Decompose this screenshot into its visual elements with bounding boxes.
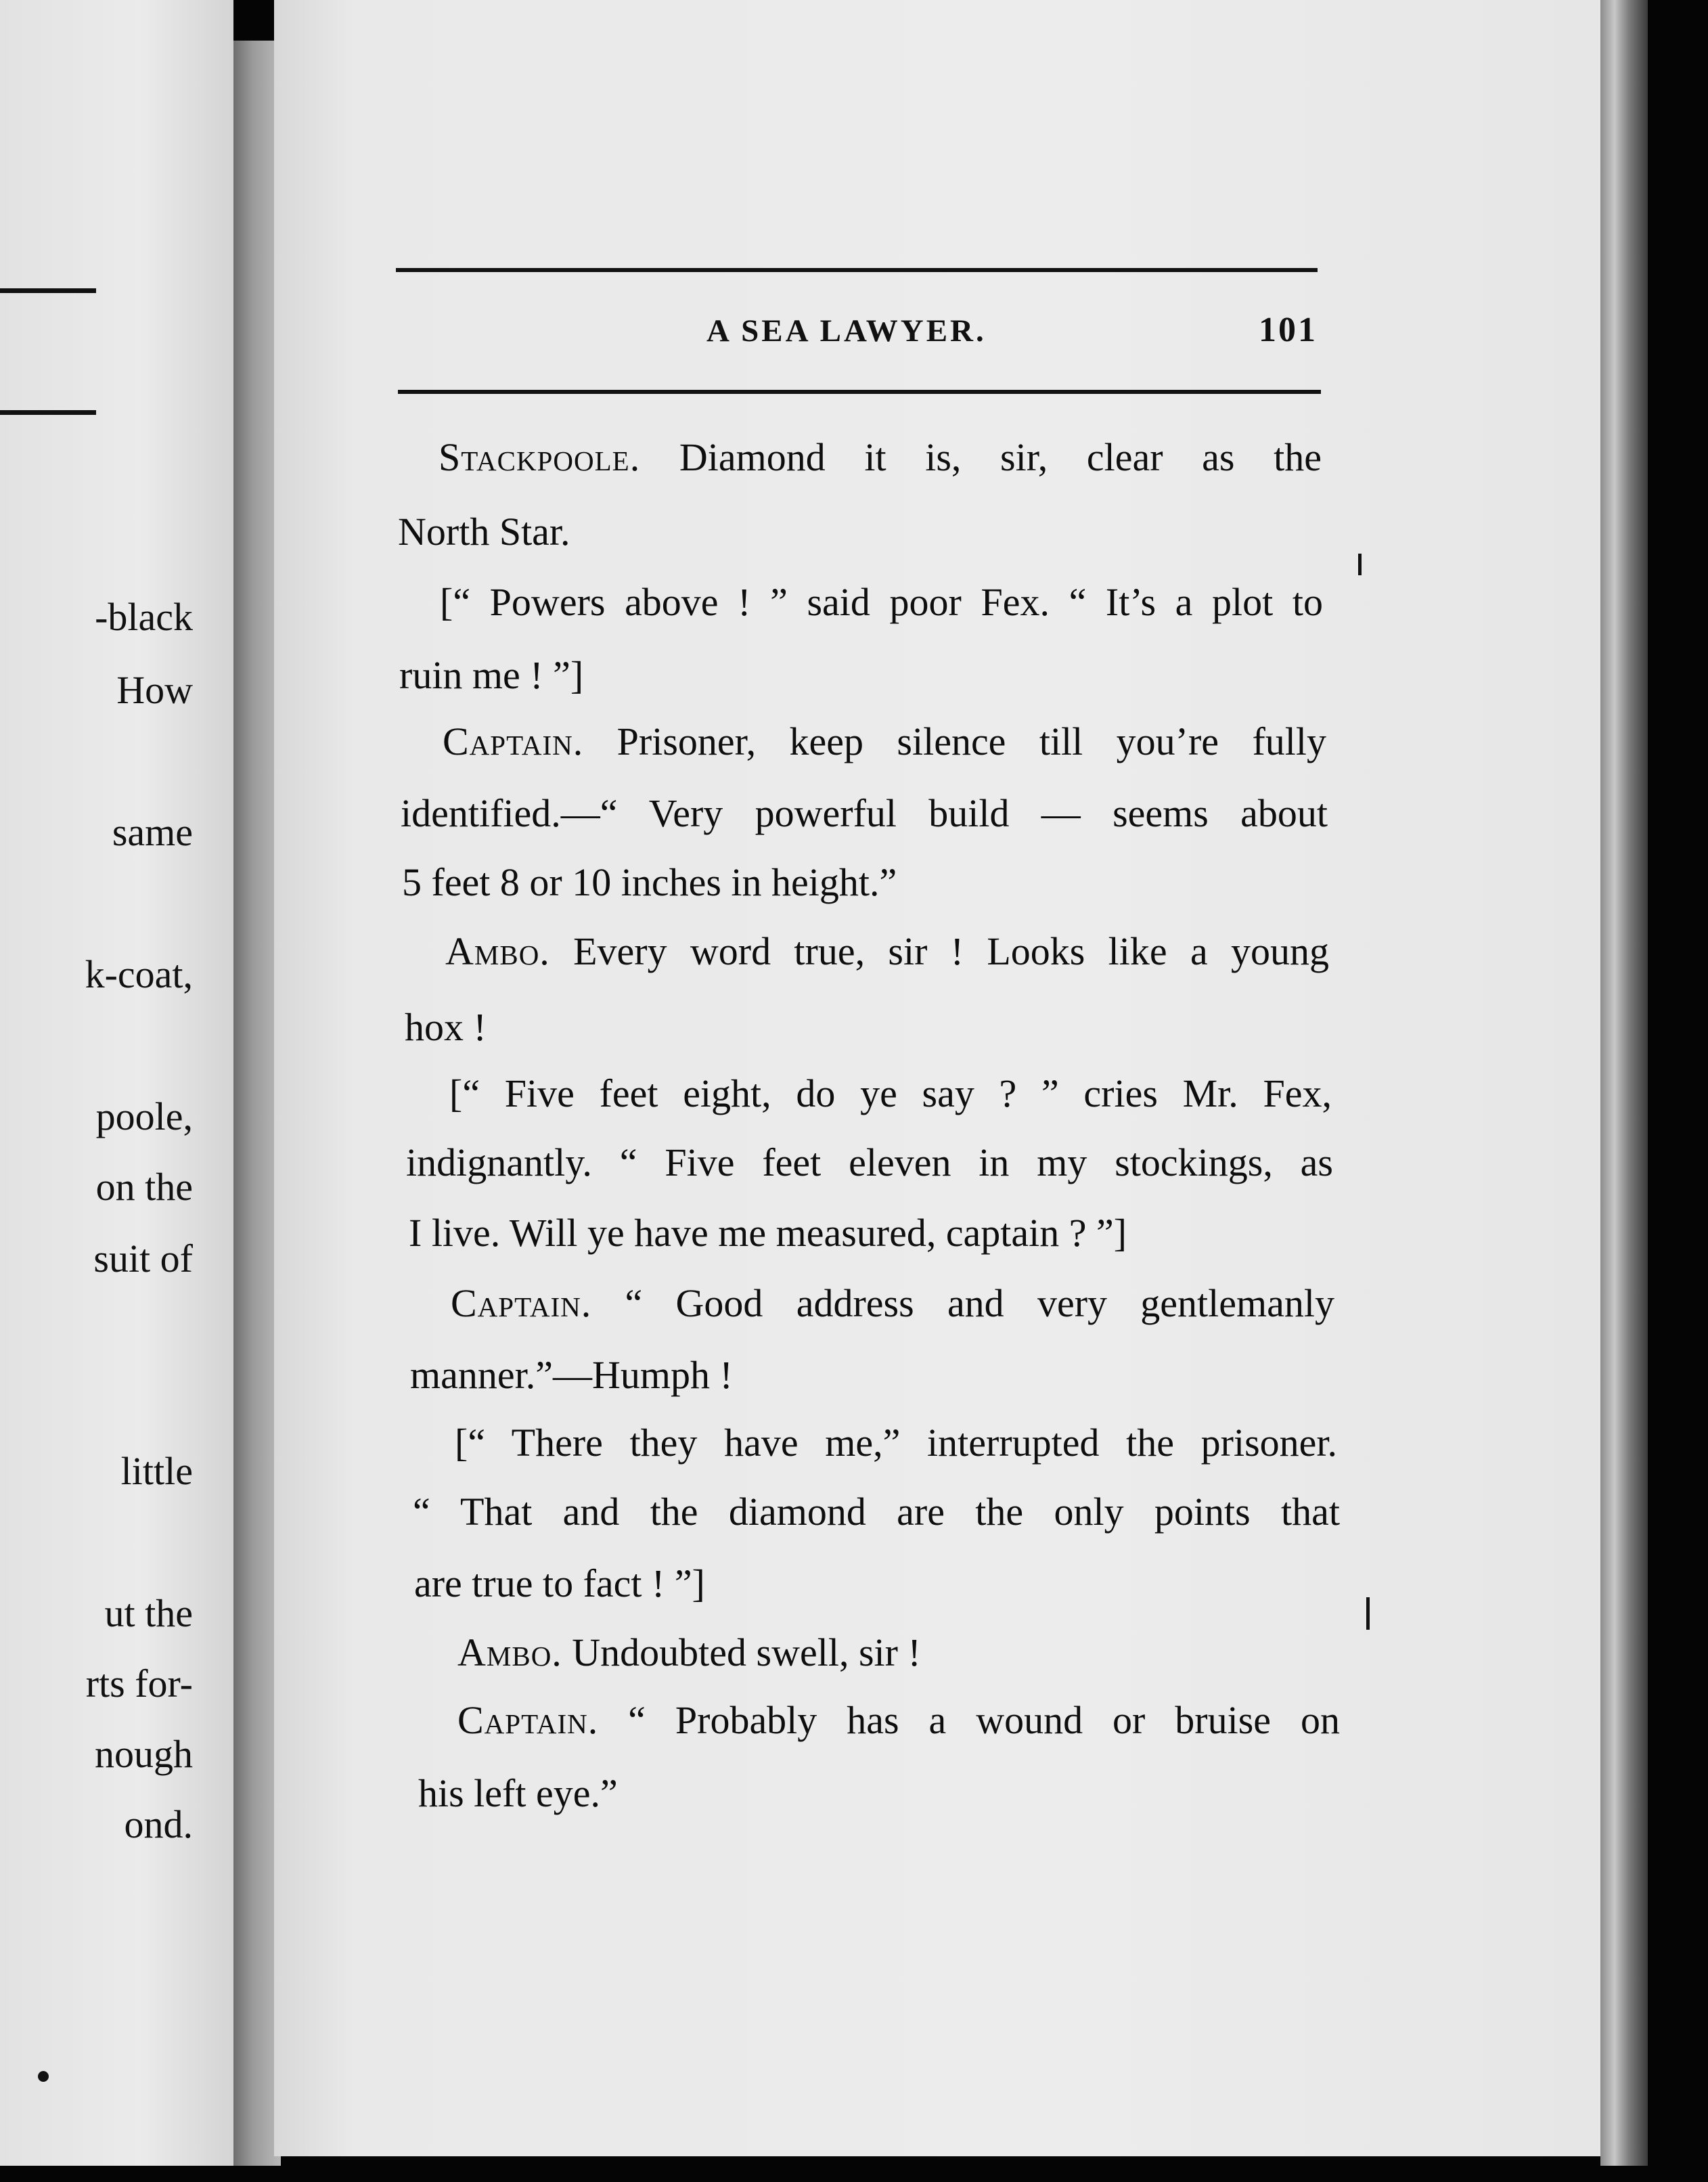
text-line: [“ Powers above ! ” said poor Fex. “ It’s a plot to xyxy=(440,580,1323,624)
left-page-fragment: nough xyxy=(95,1732,193,1776)
speaker-name: Captain. xyxy=(443,719,584,763)
left-page-rule xyxy=(0,410,96,415)
text-line: “ That and the diamond are the only points that xyxy=(413,1490,1340,1534)
text-line: [“ Five feet eight, do ye say ? ” cries Mr. Fex, xyxy=(449,1071,1332,1115)
text-line: Ambo. Undoubted swell, sir ! xyxy=(457,1630,921,1674)
text-line: Captain. “ Probably has a wound or bruise on xyxy=(457,1698,1340,1742)
text-line: manner.”—Humph ! xyxy=(410,1353,733,1397)
header-top-rule xyxy=(396,268,1318,272)
text-line: indignantly. “ Five feet eleven in my stockings, as xyxy=(406,1140,1333,1184)
text-line: identified.—“ Very powerful build — seems about xyxy=(401,791,1328,835)
speaker-name: Captain. xyxy=(457,1698,599,1742)
text-line: are true to fact ! ”] xyxy=(414,1561,705,1605)
left-page-fragment: rts for- xyxy=(85,1662,193,1706)
text-line: North Star. xyxy=(398,510,570,554)
speaker-name: Ambo. xyxy=(445,929,550,973)
left-page-fragment: suit of xyxy=(93,1237,193,1281)
running-head: A SEA LAWYER. xyxy=(706,313,987,349)
left-page-fragment: little xyxy=(120,1449,193,1493)
speaker-name: Ambo. xyxy=(457,1630,562,1674)
text-line: Stackpoole. Diamond it is, sir, clear as the xyxy=(439,435,1322,479)
text-line: his left eye.” xyxy=(418,1771,618,1815)
text-line: Ambo. Every word true, sir ! Looks like a young xyxy=(445,929,1329,973)
text-line: Captain. “ Good address and very gentlemanly xyxy=(451,1281,1334,1325)
left-page-fragment: same xyxy=(112,810,193,854)
left-page-rule xyxy=(0,288,96,293)
left-page-fragment: -black xyxy=(95,595,193,639)
text-line: hox ! xyxy=(405,1005,487,1049)
left-page-fragment: ut the xyxy=(104,1591,193,1635)
header-bottom-rule xyxy=(398,390,1321,394)
text-line: I live. Will ye have me measured, captain ? ”] xyxy=(409,1211,1127,1255)
page-edge xyxy=(1600,0,1648,2166)
left-page-fragment: How xyxy=(116,668,193,712)
text-line: [“ There they have me,” interrupted the prisoner. xyxy=(455,1421,1337,1465)
speaker-name: Captain. xyxy=(451,1281,592,1325)
ink-dot xyxy=(38,2071,49,2082)
left-page xyxy=(0,0,233,2166)
speaker-name: Stackpoole. xyxy=(439,435,641,479)
page-number: 101 xyxy=(1259,311,1318,349)
text-line: 5 feet 8 or 10 inches in height.” xyxy=(402,860,897,904)
text-line: Captain. Prisoner, keep silence till you’re fully xyxy=(443,719,1326,763)
left-page-fragment: ond. xyxy=(124,1802,193,1846)
left-page-fragment: poole, xyxy=(95,1094,193,1138)
left-page-fragment: k-coat, xyxy=(85,952,193,996)
margin-mark xyxy=(1358,554,1362,575)
text-line: ruin me ! ”] xyxy=(399,653,584,697)
margin-mark xyxy=(1366,1597,1370,1630)
left-page-fragment: on the xyxy=(95,1165,193,1209)
